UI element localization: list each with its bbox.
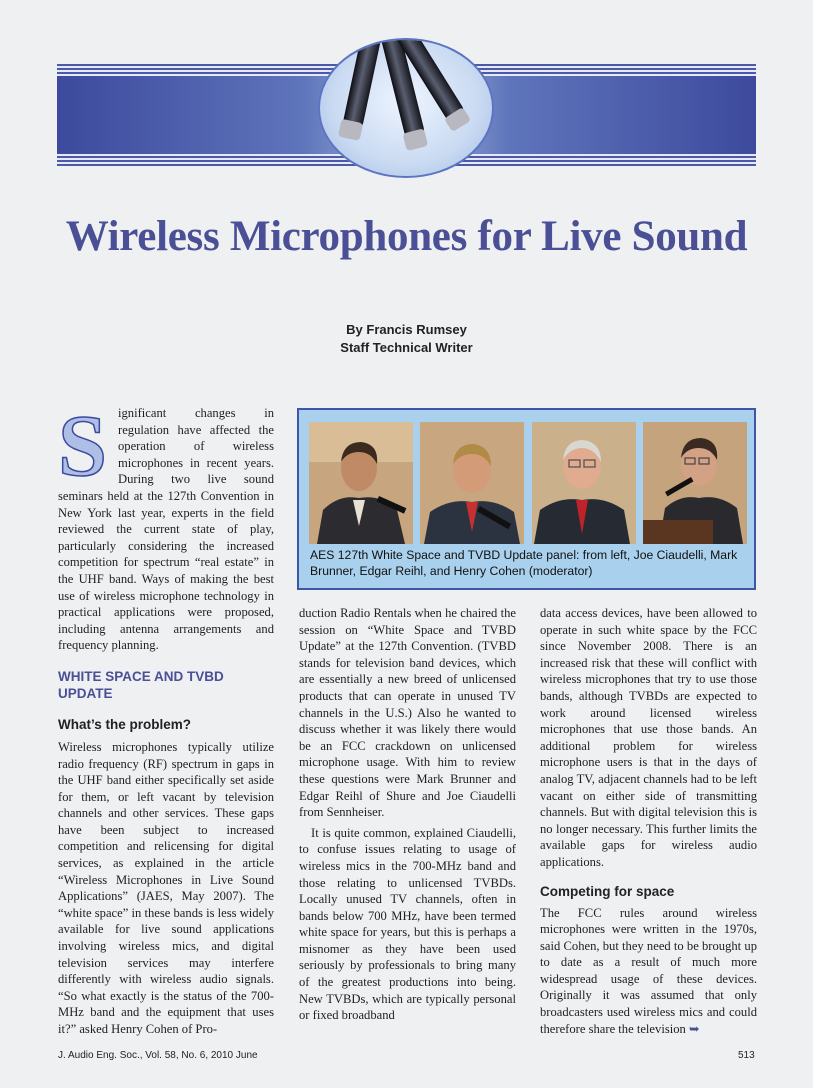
- photo-panelist-4: [643, 422, 747, 544]
- drop-cap: [56, 401, 114, 485]
- body-paragraph-3: It is quite common, explained Ciaudelli, to confuse issues relating to usage of wireless mics in the 700-MHz band and those relating to unlicensed TVBDs. Locally unused TV channels, often in bands below 700 MHz, have been termed white space for years, but this is perhaps a misnomer as they have been used seriously by professionals to bring many of the greatest productions into being. New TVBDs, which are typically personal or fixed broadband: [299, 825, 516, 1023]
- panel-photo-figure: [297, 408, 756, 590]
- byline: [0, 321, 813, 357]
- figure-caption: AES 127th White Space and TVBD Update panel: from left, Joe Ciaudelli, Mark Brunner, Edgar Reihl, and Henry Cohen (moderator): [310, 548, 738, 578]
- body-paragraph-2: duction Radio Rentals when he chaired the session on “White Space and TVBD Update” at the 127th Convention. (TVBD stands for television band devices, which are essentially a new breed of unlicensed products that can operate in unused TV channels in the U.S.) Also he wanted to discuss whether it was likely there would be an FCC crackdown on unlicensed microphone usage. With him to review these questions were Mark Brunner and Edgar Reihl of Shure and Joe Ciaudelli from Sennheiser.: [299, 606, 516, 820]
- column-1: [58, 401, 274, 1038]
- body-paragraph-5-text: The FCC rules around wireless microphones were written in the 1970s, said Cohen, but they need to be brought up to date as a result of much more widespread usage of these devices. Originally it was assumed that only broadcasters used wireless mics and could therefore share the television: [540, 905, 757, 1036]
- intro-text: ignificant changes in regulation have affected the operation of wireless microphones in recent years. During two live sound seminars held at the 127th Convention in New York last year, experts in the field reviewed the current state of play, particularly considering the increased competition for spectrum “real estate” in the UHF band. Ways of making the best use of wireless microphone technology in practical applications were proposed, including antenna arrangements and frequency planning.: [58, 406, 274, 653]
- intro-paragraph: [58, 401, 274, 654]
- byline-author: By Francis Rumsey: [346, 322, 467, 337]
- byline-role: Staff Technical Writer: [340, 340, 473, 355]
- microphones-illustration: [318, 38, 494, 178]
- continue-arrow-icon: ➥: [688, 1020, 700, 1036]
- subheading-problem: What’s the problem?: [58, 716, 192, 732]
- photo-panelist-3: [532, 422, 636, 544]
- column-3: [540, 605, 757, 1037]
- photo-panelist-1: [309, 422, 413, 544]
- footer-journal: J. Audio Eng. Soc., Vol. 58, No. 6, 2010 June: [58, 1050, 258, 1061]
- subheading-competing: Competing for space: [540, 883, 675, 899]
- header-banner: [57, 64, 756, 166]
- body-paragraph-4: data access devices, have been allowed to operate in such white space by the FCC since November 2008. There is an increased risk that these will conflict with wireless microphones that try to use those bands, although TVBDs are expected to work around licensed wireless microphones that use those bands. An additional problem for wireless microphone users is that in the days of analog TV, adjacent channels had to be left vacant on either side of transmitting channels. But with digital television this is no longer necessary. This further limits the available gaps for wireless audio applications.: [540, 606, 757, 869]
- body-paragraph-1: Wireless microphones typically utilize radio frequency (RF) spectrum in gaps in the UHF band either specifically set aside for them, or left vacant by television channels and other services. These gaps have been subject to increased competition and relicensing for digital services, as explained in the article “Wireless Microphones in Live Sound Applications” (JAES, May 2007). The “white space” in these bands is less widely available for live sound applications involving wireless mics, and digital television services may interfere differently with wireless audio signals. “So what exactly is the status of the 700-MHz band and the equipment that uses it?” asked Henry Cohen of Pro-: [58, 739, 274, 1036]
- page-number: 513: [738, 1050, 755, 1061]
- microphone-1: [338, 40, 389, 141]
- svg-text:S: S: [58, 401, 107, 485]
- column-2: [299, 605, 516, 1024]
- body-paragraph-5: [540, 905, 757, 1038]
- photo-panelist-2: [420, 422, 524, 544]
- article-title: Wireless Microphones for Live Sound: [65, 213, 748, 260]
- section-heading: WHITE SPACE AND TVBD UPDATE: [58, 668, 224, 701]
